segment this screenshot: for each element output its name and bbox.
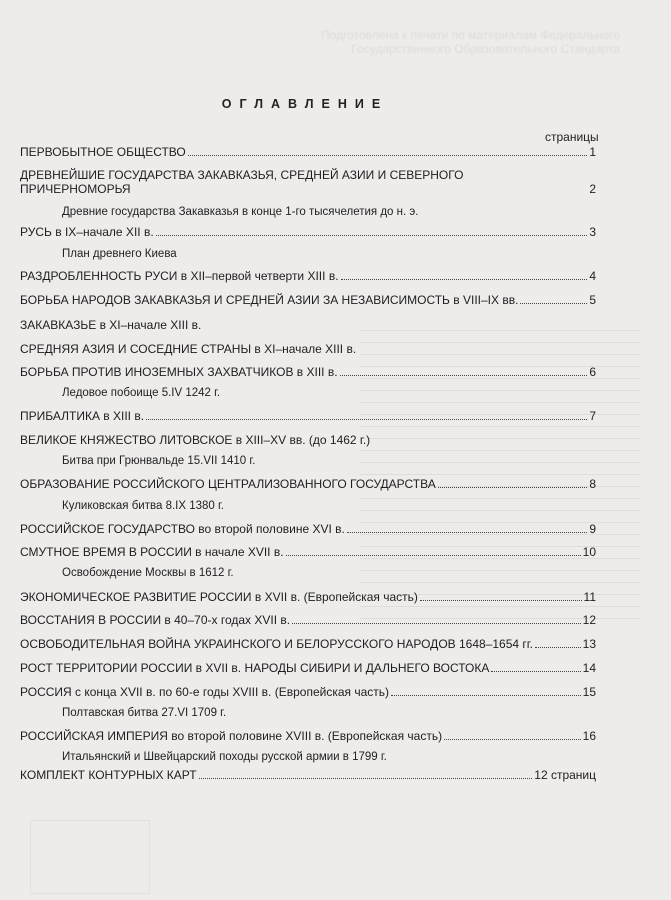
toc-entry-title-cont: ПРИЧЕРНОМОРЬЯ [20,182,131,196]
toc-page-number: 14 [582,661,596,675]
toc-subentry[interactable]: Итальянский и Швейцарский походы русской армии в 1799 г. [62,751,387,763]
leader-dots [491,661,580,672]
toc-page-number: 8 [589,477,596,491]
toc-entry[interactable] [20,613,596,627]
pages-column-header: страницы [545,130,599,144]
toc-subentry[interactable]: Полтавская битва 27.VI 1709 г. [62,707,227,719]
toc-page-number: 4 [589,269,596,283]
toc-entry[interactable] [20,342,356,356]
toc-entry-title: РОСТ ТЕРРИТОРИИ РОССИИ в XVII в. НАРОДЫ СИБИРИ И ДАЛЬНЕГО ВОСТОКА [20,661,490,675]
leader-dots [444,729,581,740]
toc-entry[interactable] [20,768,596,782]
toc-entry-title: РУСЬ в IX–начале XII в. [20,225,154,239]
toc-page-number: 7 [589,409,596,423]
leader-dots [341,269,588,280]
toc-entry-title: РАЗДРОБЛЕННОСТЬ РУСИ в XII–первой четверти XIII в. [20,269,339,283]
toc-entry[interactable] [20,269,596,283]
toc-entry-title: ПРИБАЛТИКА в XIII в. [20,409,145,423]
toc-entry[interactable] [20,365,596,379]
toc-entry-title: РОССИЯ с конца XVII в. по 60-е годы XVIII в. (Европейская часть) [20,685,390,699]
toc-entry-title: КОМПЛЕКТ КОНТУРНЫХ КАРТ [20,768,197,782]
toc-entry[interactable] [20,685,596,699]
leader-dots [347,522,587,533]
toc-page-number: 13 [582,637,596,651]
toc-entry-title: ЗАКАВКАЗЬЕ в XI–начале XIII в. [20,318,202,332]
leader-dots [286,545,581,556]
toc-entry[interactable] [20,409,596,423]
toc-entry[interactable] [20,522,596,536]
toc-entry[interactable] [20,225,596,239]
toc-page-number: 1 [589,145,596,159]
ghost-line: Государственного Образовательного Стандарта [351,42,620,56]
toc-entry-title: ОСВОБОДИТЕЛЬНАЯ ВОЙНА УКРАИНСКОГО И БЕЛОРУССКОГО НАРОДОВ 1648–1654 гг. [20,637,534,651]
toc-entry[interactable] [20,545,596,559]
toc-entry[interactable] [20,318,201,332]
toc-entry[interactable] [20,729,596,743]
ghost-line: Подготовлена к печати по материалам Федерального [321,28,620,42]
toc-entry-title: РОССИЙСКОЕ ГОСУДАРСТВО во второй половине XVI в. [20,522,345,536]
toc-page-number: 9 [589,522,596,536]
toc-page-number: 15 [582,685,596,699]
toc-entry-title: БОРЬБА ПРОТИВ ИНОЗЕМНЫХ ЗАХВАТЧИКОВ в XIII в. [20,365,338,379]
leader-dots [199,768,533,779]
leader-dots [156,225,588,236]
toc-entry-title: ПЕРВОБЫТНОЕ ОБЩЕСТВО [20,145,186,159]
toc-entry-title: РОССИЙСКАЯ ИМПЕРИЯ во второй половине XVIII в. (Европейская часть) [20,729,443,743]
toc-entry-line-1[interactable] [20,168,596,182]
toc-entry[interactable] [20,145,596,159]
toc-entry-title: ВОССТАНИЯ В РОССИИ в 40–70-х годах XVII в. [20,613,291,627]
toc-entry-title: ДРЕВНЕЙШИЕ ГОСУДАРСТВА ЗАКАВКАЗЬЯ, СРЕДНЕЙ АЗИИ И СЕВЕРНОГО [20,168,464,182]
leader-dots [520,293,587,304]
leader-dots [391,685,581,696]
toc-page-number: 2 [589,182,596,196]
leader-space [133,183,588,193]
toc-subentry[interactable]: Битва при Грюнвальде 15.VII 1410 г. [62,455,256,467]
toc-entry-title: БОРЬБА НАРОДОВ ЗАКАВКАЗЬЯ И СРЕДНЕЙ АЗИИ ЗА НЕЗАВИСИМОСТЬ в VIII–IX вв. [20,293,519,307]
toc-entry-title: СРЕДНЯЯ АЗИЯ И СОСЕДНИЕ СТРАНЫ в XI–начале XIII в. [20,342,357,356]
leader-dots [340,365,588,376]
toc-entry-title: ВЕЛИКОЕ КНЯЖЕСТВО ЛИТОВСКОЕ в XIII–XV вв. (до 1462 г.) [20,433,371,447]
toc-page-number: 10 [582,545,596,559]
toc-page-number: 5 [589,293,596,307]
page-title: ОГЛАВЛЕНИЕ [221,97,389,111]
toc-subentry[interactable]: Куликовская битва 8.IX 1380 г. [62,500,224,512]
toc-entry[interactable] [20,433,370,447]
toc-entry[interactable] [20,182,596,196]
toc-page-number: 3 [589,225,596,239]
leader-dots [420,590,582,601]
toc-entry[interactable] [20,293,596,307]
toc-page-number: 12 страниц [534,768,596,782]
toc-page-number: 16 [582,729,596,743]
toc-entry-title: СМУТНОЕ ВРЕМЯ В РОССИИ в начале XVII в. [20,545,284,559]
leader-dots [188,145,588,156]
toc-entry[interactable] [20,477,596,491]
toc-page-number: 11 [583,590,596,604]
toc-entry[interactable] [20,661,596,675]
leader-dots [146,409,587,420]
leader-dots [292,613,581,624]
toc-entry-title: ОБРАЗОВАНИЕ РОССИЙСКОГО ЦЕНТРАЛИЗОВАННОГО ГОСУДАРСТВА [20,477,436,491]
leader-dots [535,637,581,648]
toc-entry[interactable] [20,637,596,651]
leader-dots [438,477,588,488]
toc-subentry[interactable]: Древние государства Закавказья в конце 1-го тысячелетия до н. э. [62,206,419,218]
toc-subentry[interactable]: Ледовое побоище 5.IV 1242 г. [62,387,221,399]
toc-subentry[interactable]: План древнего Киева [62,248,177,260]
toc-subentry[interactable]: Освобождение Москвы в 1612 г. [62,567,234,579]
toc-page-number: 12 [582,613,596,627]
toc-entry[interactable] [20,590,596,604]
toc-page-number: 6 [589,365,596,379]
toc-entry-title: ЭКОНОМИЧЕСКОЕ РАЗВИТИЕ РОССИИ в XVII в. (Европейская часть) [20,590,418,604]
